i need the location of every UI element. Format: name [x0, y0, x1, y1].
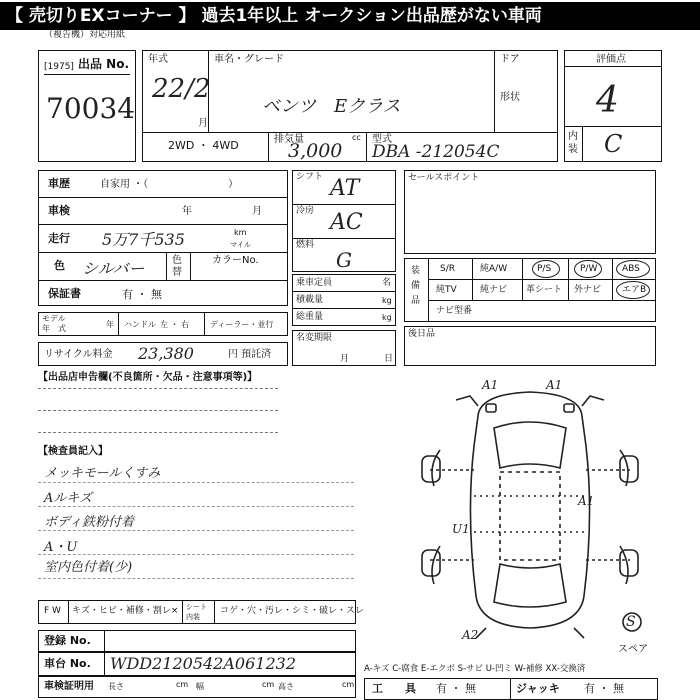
shape-label: 形状 — [500, 92, 520, 103]
equip-ps-circle — [532, 260, 560, 278]
displacement-label: 排気量 — [274, 134, 304, 145]
score-label: 評価点 — [596, 54, 626, 65]
cert-height-unit: cm — [342, 680, 355, 689]
cert-width-unit: cm — [262, 680, 275, 689]
drive-label: 2WD ・ 4WD — [168, 139, 239, 152]
inspection-label: 車検 — [48, 204, 70, 217]
capacity-label: 乗車定員 — [296, 278, 333, 288]
color-label: 色 — [54, 259, 65, 272]
warranty-value: 有 ・ 無 — [122, 288, 162, 301]
warranty-label: 保証書 — [48, 287, 81, 300]
lot-number: 70034 — [46, 92, 136, 125]
history-value: 自家用 ・（ ） — [100, 179, 239, 190]
navi-model-label: ナビ型番 — [436, 306, 473, 316]
damage-legend: A-キズ C-腐食 E-エクボ S-サビ U-凹ミ W-補修 XX-交換済 — [364, 664, 586, 674]
mile-unit: マイル — [230, 241, 251, 249]
gross-label: 総重量 — [296, 312, 324, 322]
dealer-label: ディーラー・並行 — [210, 320, 274, 329]
color-change-2: 替 — [172, 267, 182, 278]
spare-label: スペア — [618, 644, 648, 655]
note-text: （複告機）対応用紙 — [44, 30, 126, 40]
door-label: ドア — [500, 54, 520, 65]
jack-label: ジャッキ — [516, 682, 560, 695]
equip-leather: 革シート — [526, 285, 563, 295]
name-label: 車名・グレード — [214, 54, 284, 65]
name-value: ベンツ Eクラス — [262, 96, 401, 117]
cert-width: 幅 — [196, 682, 204, 691]
deadline-day: 日 — [384, 354, 394, 364]
mark-rear: A2 — [462, 628, 479, 642]
shift-value: AT — [330, 176, 360, 201]
jack-value: 有 ・ 無 — [584, 682, 624, 695]
fw-value: キズ・ヒビ・補修・割レ× — [72, 606, 179, 616]
interior-label: 内装 — [568, 131, 578, 155]
mark-left-door: U1 — [452, 522, 470, 536]
history-label: 車歴 — [48, 177, 70, 190]
inspector-label: 【検査員記入】 — [38, 446, 108, 457]
inspector-line-3: ボディ鉄粉付着 — [44, 515, 134, 530]
deadline-unit: 月 — [340, 354, 350, 364]
cc-unit: cc — [352, 133, 361, 142]
km-unit: km — [234, 228, 247, 237]
equip-ps: P/S — [537, 264, 552, 274]
inspector-line-1: メッキモールくすみ — [44, 466, 161, 481]
seat-value: コゲ・穴・汚レ・シミ・破レ・スレ — [220, 606, 365, 616]
month-unit: 月 — [198, 118, 208, 129]
page-title: 【 売切りEXコーナー 】 過去1年以上 オークション出品歴がない車両 — [0, 2, 700, 30]
lot-small: [1975] — [44, 62, 74, 72]
model-year: 年 — [106, 320, 114, 329]
mileage-label: 走行 — [48, 232, 70, 245]
equip-sr: S/R — [440, 264, 455, 274]
inspection-year: 年 — [182, 206, 192, 217]
score-value: 4 — [596, 80, 619, 121]
year-label: 年式 — [148, 54, 168, 65]
cert-label: 車検証明用 — [44, 681, 94, 692]
tools-value: 有 ・ 無 — [436, 682, 476, 695]
inspection-month: 月 — [252, 206, 262, 217]
displacement-value: 3,000 — [288, 140, 343, 162]
tools-label: 工 具 — [372, 682, 416, 695]
equip-navi: 純ナビ — [480, 285, 508, 295]
gross-unit: kg — [382, 313, 392, 322]
lot-label: 出品 No. — [78, 57, 130, 71]
after-items-box — [404, 326, 656, 366]
model-label-1: モデル — [42, 314, 66, 323]
reg-label: 登録 No. — [44, 634, 91, 647]
inspector-line-4: A・U — [44, 540, 78, 555]
inspector-line-5: 室内色付着(少) — [44, 560, 133, 575]
load-label: 積載量 — [296, 295, 324, 305]
color-no-label: カラーNo. — [212, 255, 259, 266]
ac-value: AC — [330, 210, 363, 235]
ac-label: 冷房 — [296, 206, 315, 216]
mileage-value: 5万7千535 — [102, 230, 185, 249]
recycle-unit: 円 預託済 — [228, 349, 272, 360]
after-label: 後日品 — [408, 329, 436, 339]
mark-right-side: A1 — [578, 494, 595, 508]
sales-label: セールスポイント — [408, 173, 480, 183]
color-change-1: 色 — [172, 255, 182, 266]
equip-abs-circle — [616, 260, 650, 278]
report-label: 【出品店申告欄(不良箇所・欠品・注意事項等)】 — [38, 372, 258, 383]
chassis-label: 車台 No. — [44, 657, 91, 670]
equip-airbag: エアB — [622, 285, 647, 295]
load-unit: kg — [382, 296, 392, 305]
type-value: DBA -212054C — [372, 142, 500, 162]
equip-airbag-circle — [616, 281, 650, 299]
spare-value: S — [626, 614, 636, 630]
handle-value: 左 ・ 右 — [160, 320, 190, 329]
seat-label-2: 内装 — [186, 613, 200, 621]
equip-label: 装備品 — [411, 266, 421, 306]
fuel-value: G — [336, 248, 352, 272]
handle-label: ハンドル — [124, 320, 156, 329]
equip-pw-circle — [574, 260, 602, 278]
cert-length-unit: cm — [176, 680, 189, 689]
deadline-label: 名変期限 — [296, 333, 333, 343]
cert-length: 長さ — [108, 682, 124, 691]
color-value: シルバー — [82, 259, 145, 278]
fw-label: F W — [44, 606, 61, 616]
capacity-unit: 名 — [382, 278, 392, 288]
mark-front-right: A1 — [546, 378, 563, 392]
inspector-line-2: Aルキズ — [44, 491, 93, 506]
equip-ext-navi: 外ナビ — [574, 285, 602, 295]
equip-abs: ABS — [622, 264, 640, 274]
recycle-value: 23,380 — [138, 344, 194, 363]
seat-label-1: シート — [186, 603, 207, 611]
recycle-label: リサイクル料金 — [44, 349, 113, 360]
equip-tv: 純TV — [436, 285, 457, 295]
equip-pw: P/W — [580, 264, 598, 274]
car-damage-diagram — [400, 376, 660, 652]
chassis-value: WDD2120542A061232 — [110, 654, 296, 673]
year-value: 22/2 — [152, 74, 211, 104]
equip-aw: 純A/W — [480, 264, 508, 274]
model-label-2: 年 式 — [42, 324, 66, 333]
type-label: 型式 — [372, 134, 392, 145]
shift-label: シフト — [296, 172, 324, 182]
cert-height: 高さ — [278, 682, 294, 691]
mark-front-left: A1 — [482, 378, 499, 392]
interior-value: C — [604, 130, 623, 158]
fuel-label: 燃料 — [296, 240, 315, 250]
